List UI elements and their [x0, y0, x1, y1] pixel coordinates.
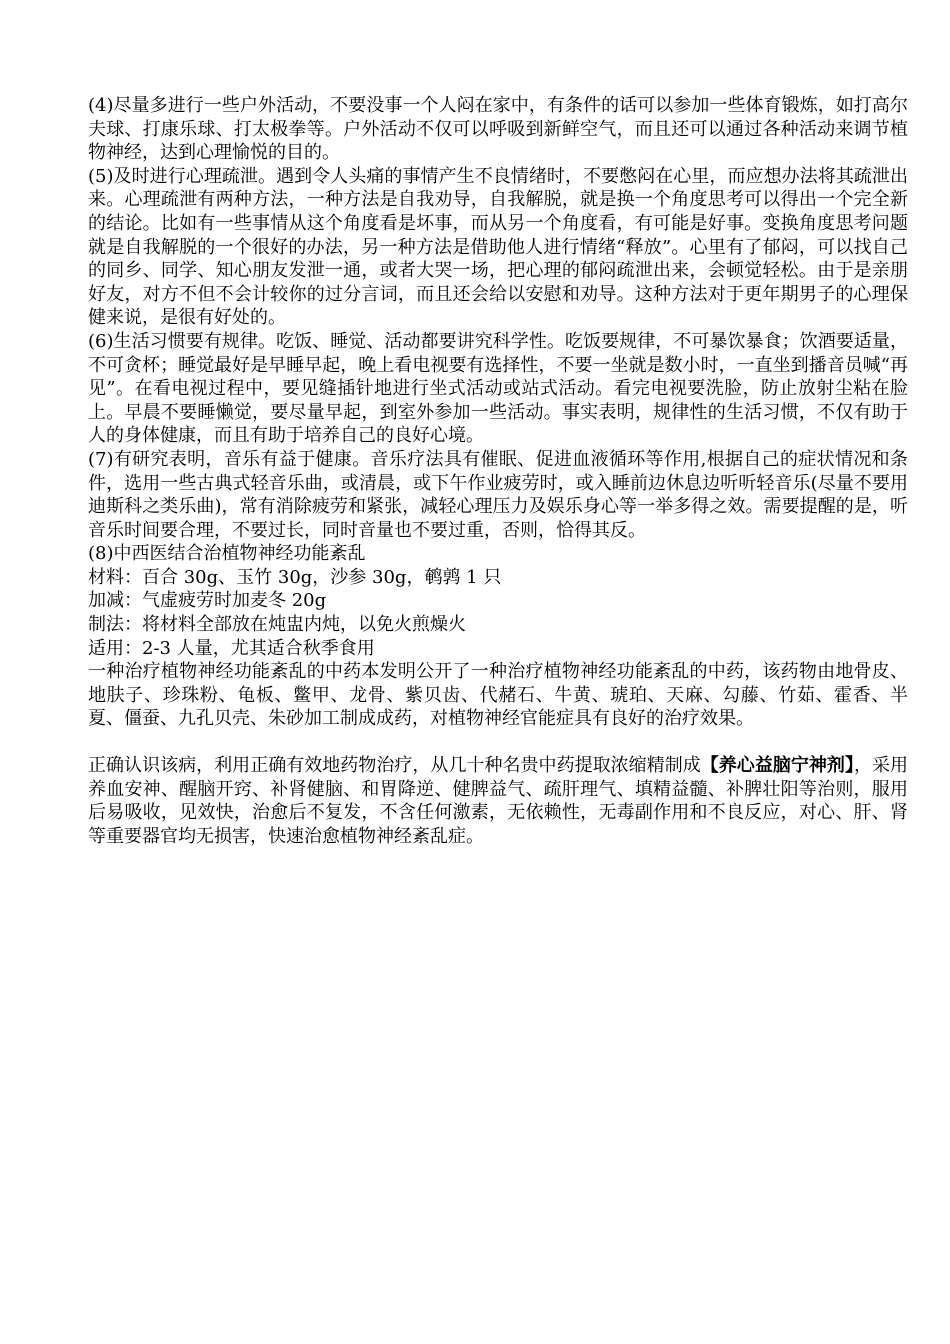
- product-name-highlight: 【养心益脑宁神剂】: [700, 755, 854, 777]
- paragraph-spacer: [88, 731, 908, 754]
- paragraph-regular-habits: (6)生活习惯要有规律。吃饭、睡觉、活动都要讲究科学性。吃饭要规律，不可暴饮暴食；饮酒要适量，不可贪杯；睡觉最好是早睡早起，晚上看电视要有选择性，不要一坐就是数小时，一直坐到播音员喊“再见”。在看电视过程中，要见缝插针地进行坐式活动或站式活动。看完电视要洗脸，防止放射尘粘在脸上。早晨不要睡懒觉，要尽量早起，到室外参加一些活动。事实表明，规律性的生活习惯，不仅有助于人的身体健康，而且有助于培养自己的良好心境。: [88, 330, 908, 447]
- closing-text-after: ，采用养血安神、醒脑开窍、补肾健脑、和胃降逆、健脾益气、疏肝理气、填精益髓、补脾壮阳等治则，服用后易吸收，见效快，治愈后不复发，不含任何激素，无依赖性，无毒副作用和不良反应，对心、肝、肾等重要器官均无损害，快速治愈植物神经紊乱症。: [88, 755, 909, 847]
- paragraph-closing: [88, 754, 908, 848]
- paragraph-outdoor-activity: (4)尽量多进行一些户外活动，不要没事一个人闷在家中，有条件的话可以参加一些体育锻炼，如打高尔夫球、打康乐球、打太极拳等。户外活动不仅可以呼吸到新鲜空气，而且还可以通过各种活动来调节植物神经，达到心理愉悦的目的。: [88, 95, 908, 164]
- closing-text-before: 正确认识该病，利用正确有效地药物治疗，从几十种名贵中药提取浓缩精制成: [88, 755, 701, 777]
- document-body: [88, 94, 908, 848]
- paragraph-herbal-invention: 一种治疗植物神经功能紊乱的中药本发明公开了一种治疗植物神经功能紊乱的中药，该药物由地骨皮、地肤子、珍珠粉、龟板、鳖甲、龙骨、紫贝齿、代赭石、牛黄、琥珀、天麻、勾藤、竹茹、霍香、半夏、僵蚕、九孔贝壳、朱砂加工制成成药，对植物神经官能症具有良好的治疗效果。: [88, 661, 908, 730]
- paragraph-integrated-treatment-heading: (8)中西医结合治植物神经功能紊乱: [88, 543, 366, 565]
- recipe-materials: 材料：百合 30g、玉竹 30g，沙参 30g，鹌鹑 1 只: [88, 566, 502, 588]
- paragraph-music-therapy: (7)有研究表明，音乐有益于健康。音乐疗法具有催眠、促进血液循环等作用,根据自己的症状情况和条件，选用一些古典式轻音乐曲，或清晨，或下午作业疲劳时，或入睡前边休息边听听轻音乐(尽量不要用迪斯科之类乐曲)，常有消除疲劳和紧张，减轻心理压力及娱乐身心等一举多得之效。需要提醒的是，听音乐时间要合理，不要过长，同时音量也不要过重，否则，恰得其反。: [88, 448, 908, 541]
- recipe-adjustments: 加减：气虚疲劳时加麦冬 20g: [88, 590, 327, 612]
- paragraph-psychological-relief: (5)及时进行心理疏泄。遇到令人头痛的事情产生不良情绪时，不要憋闷在心里，而应想办法将其疏泄出来。心理疏泄有两种方法，一种方法是自我劝导，自我解脱，就是换一个角度思考可以得出一个完全新的结论。比如有一些事情从这个角度看是坏事，而从另一个角度看，有可能是好事。变换角度思考问题就是自我解脱的一个很好的办法，另一种方法是借助他人进行情绪“释放”。心里有了郁闷，可以找自己的同乡、同学、知心朋友发泄一通，或者大哭一场，把心理的郁闷疏泄出来，会顿觉轻松。由于是亲朋好友，对方不但不会计较你的过分言词，而且还会给以安慰和劝导。这种方法对于更年期男子的心理保健来说，是很有好处的。: [88, 165, 908, 329]
- recipe-method: 制法：将材料全部放在炖盅内炖，以免火煎燥火: [88, 614, 466, 636]
- recipe-suitability: 适用：2-3 人量，尤其适合秋季食用: [88, 637, 375, 659]
